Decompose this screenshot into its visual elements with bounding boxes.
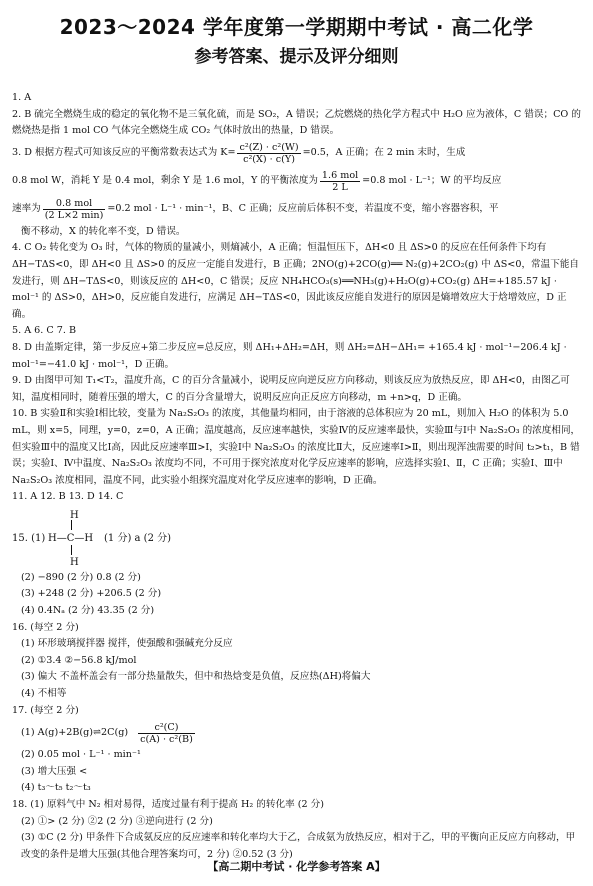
answer-3-text-d: =0.8 mol · L⁻¹；W 的平均反应	[362, 175, 502, 187]
answer-17-head: 17. (每空 2 分)	[12, 704, 79, 716]
answer-16-head: 16. (每空 2 分)	[12, 621, 79, 633]
answer-17-2: (2) 0.05 mol · L⁻¹ · min⁻¹	[21, 749, 141, 761]
answer-3-text-b: =0.5，A 正确；在 2 min 末时，生成	[302, 147, 466, 159]
page-title: 2023～2024 学年度第一学期期中考试 · 高二化学	[59, 15, 534, 39]
answer-body	[12, 90, 584, 863]
answer-17-3: (3) 增大压强 <	[21, 765, 88, 777]
answer-3-text-a: 3. D 根据方程式可知该反应的平衡常数表达式为 K=	[12, 147, 236, 159]
answer-15-3: (3) +248 (2 分) +206.5 (2 分)	[21, 588, 162, 600]
answer-15-score: (1 分) a (2 分)	[104, 532, 172, 544]
bond-top	[71, 520, 72, 530]
methane-middle-row: H—C—H	[48, 532, 94, 544]
answer-2: 2. B 硫完全燃烧生成的稳定的氧化物不是三氧化硫，而是 SO₂，A 错误；乙烷燃烧的热化学方程式中 H₂O 应为液体，C 错误；CO 的燃烧热是指 1 mol CO 气体完全燃烧生成 CO₂ 气体时放出的热量，D 错误。	[12, 108, 581, 137]
answer-17-1-fraction: $\frac{\text{c²(C)}}{\text{c(A) · c²(B)}}$	[140, 721, 193, 745]
answer-1: 1. A	[12, 92, 32, 103]
answer-15-label: 15. (1)	[12, 532, 46, 544]
answer-18-3: (3) ①C (2 分) 甲条件下合成氨反应的反应速率和转化率均大于乙，合成氨为放热反应，相对于乙，甲的平衡向正反应方向移动，甲改变的条件是增大压强(其他合理答案均可，2 分) ②0.52 (3 分)	[21, 832, 576, 860]
concentration-fraction: $\frac{\text{1.6 mol}}{2 L}$	[321, 170, 359, 194]
equilibrium-constant-fraction: $\frac{\text{c²(Z) · c²(W)}}{\text{c²(X) · c(Y)}}$	[239, 142, 299, 166]
answer-16-2: (2) ①3.4 ②−56.8 kJ/mol	[21, 654, 137, 666]
answer-3-text-e: 速率为	[12, 203, 41, 215]
bond-bottom	[71, 545, 72, 555]
answer-17-1	[12, 719, 584, 747]
answer-3-text-g: 衡不移动，X 的转化率不变，D 错误。	[21, 225, 186, 237]
answer-18-2: (2) ①> (2 分) ②2 (2 分) ③逆向进行 (2 分)	[21, 815, 213, 827]
rate-fraction: $\frac{\text{0.8 mol}}{(2 L\times 2 \min)}$	[44, 198, 104, 222]
answer-15-4: (4) 0.4Nₐ (2 分) 43.35 (2 分)	[21, 605, 155, 617]
answer-5-7: 5. A 6. C 7. B	[12, 325, 77, 337]
answer-8: 8. D 由盖斯定律，第一步反应+第二步反应=总反应，则 ΔH₁+ΔH₂=ΔH，则 ΔH₂=ΔH−ΔH₁= +165.4 kJ · mol⁻¹−206.4 kJ · mol⁻¹=−41.0 kJ · mol⁻¹，D 正确。	[12, 341, 567, 370]
answer-9: 9. D 由图甲可知 T₁<T₂，温度升高，C 的百分含量减小，说明反应向逆反应方向移动，则该反应为放热反应，即 ΔH<0，由图乙可知，温度相同时，随着压强的增大，C 的百分含量增大，说明反应向正反应方向移动，m +n>q，D 正确。	[12, 375, 570, 403]
answer-3	[12, 140, 584, 241]
answer-16-4: (4) 不相等	[21, 688, 67, 700]
answer-18-1: 18. (1) 原料气中 N₂ 相对易得，适度过量有利于提高 H₂ 的转化率 (2 分)	[12, 799, 324, 810]
answer-16-3: (3) 偏大 不盖杯盖会有一部分热量散失，但中和热焓变是负值，反应热(ΔH)将偏大	[21, 671, 371, 683]
answer-11-14: 11. A 12. B 13. D 14. C	[12, 491, 124, 503]
page-footer: 【高二期中考试 · 化学参考答案 A】	[207, 860, 386, 873]
answer-15-2: (2) −890 (2 分) 0.8 (2 分)	[21, 571, 141, 583]
answer-15-structure	[12, 506, 584, 570]
answer-4: 4. C O₂ 转化变为 O₃ 时，气体的物质的量减小，则熵减小，A 正确；恒温恒压下，ΔH<0 且 ΔS>0 的反应在任何条件下均有 ΔH−TΔS<0，即 ΔH<0 且 ΔS>0 的反应一定能自发进行，B 正确；2NO(g)+2CO(g)══ N₂(g)+2CO₂(g) 中 ΔS<0，常温下能自发进行，则 ΔH−TΔS<0，则该反应的 ΔH<0，C 错误；反应 NH₄HCO₃(s)══NH₃(g)+H₂O(g)+CO₂(g) ΔH=+185.57 kJ · mol⁻¹ 的 ΔS>0，ΔH>0，反应能自发进行，应满足 ΔH−TΔS<0，因此该反应能自发进行的原因是熵增效应大于焓增效应，D 正确。	[12, 242, 580, 320]
answer-3-text-c: 0.8 mol W，消耗 Y 是 0.4 mol，剩余 Y 是 1.6 mol，Y 的平衡浓度为	[12, 175, 318, 187]
answer-3-text-f: =0.2 mol · L⁻¹ · min⁻¹，B、C 正确；反应前后体积不变，若温度不变，缩小容器容积，平	[107, 203, 499, 215]
methane-h-bottom: H	[70, 556, 79, 568]
answer-16-1: (1) 环形玻璃搅拌器 搅拌，使强酸和强碱充分反应	[21, 638, 233, 650]
answer-17-4: (4) t₃～t₅ t₂～t₃	[21, 782, 91, 794]
methane-h-top: H	[70, 509, 79, 521]
answer-10: 10. B 实验Ⅱ和实验Ⅰ相比较，变量为 Na₂S₂O₃ 的浓度，其他量均相同，由于溶液的总体积应为 20 mL，则加入 H₂O 的体积为 5.0 mL，则 x=5，同理，y=0，z=0，A 正确；温度越高，反应速率越快，实验Ⅳ的反应速率最快，实验Ⅲ与Ⅰ中 Na₂S₂O₃ 的浓度相同，但实验Ⅲ中的温度又比Ⅰ高，因此反应速率Ⅲ>Ⅰ，实验Ⅰ中 Na₂S₂O₃ 的浓度比Ⅱ大，反应速率Ⅰ>Ⅱ，则出现浑浊需要的时间 t₂>t₁，B 错误；实验Ⅰ、Ⅳ中温度、Na₂S₂O₃ 浓度均不同，不可用于探究浓度对化学反应速率的影响，应选择实验Ⅰ、Ⅱ，C 正确；实验Ⅰ、Ⅲ中 Na₂S₂O₃ 浓度相同，温度不同，此实验小组探究温度对化学反应速率的影响，D 正确。	[12, 408, 581, 486]
answer-17-1-equation: (1) A(g)+2B(g)⇌2C(g)	[21, 726, 129, 738]
page-subtitle: 参考答案、提示及评分细则	[194, 47, 399, 67]
